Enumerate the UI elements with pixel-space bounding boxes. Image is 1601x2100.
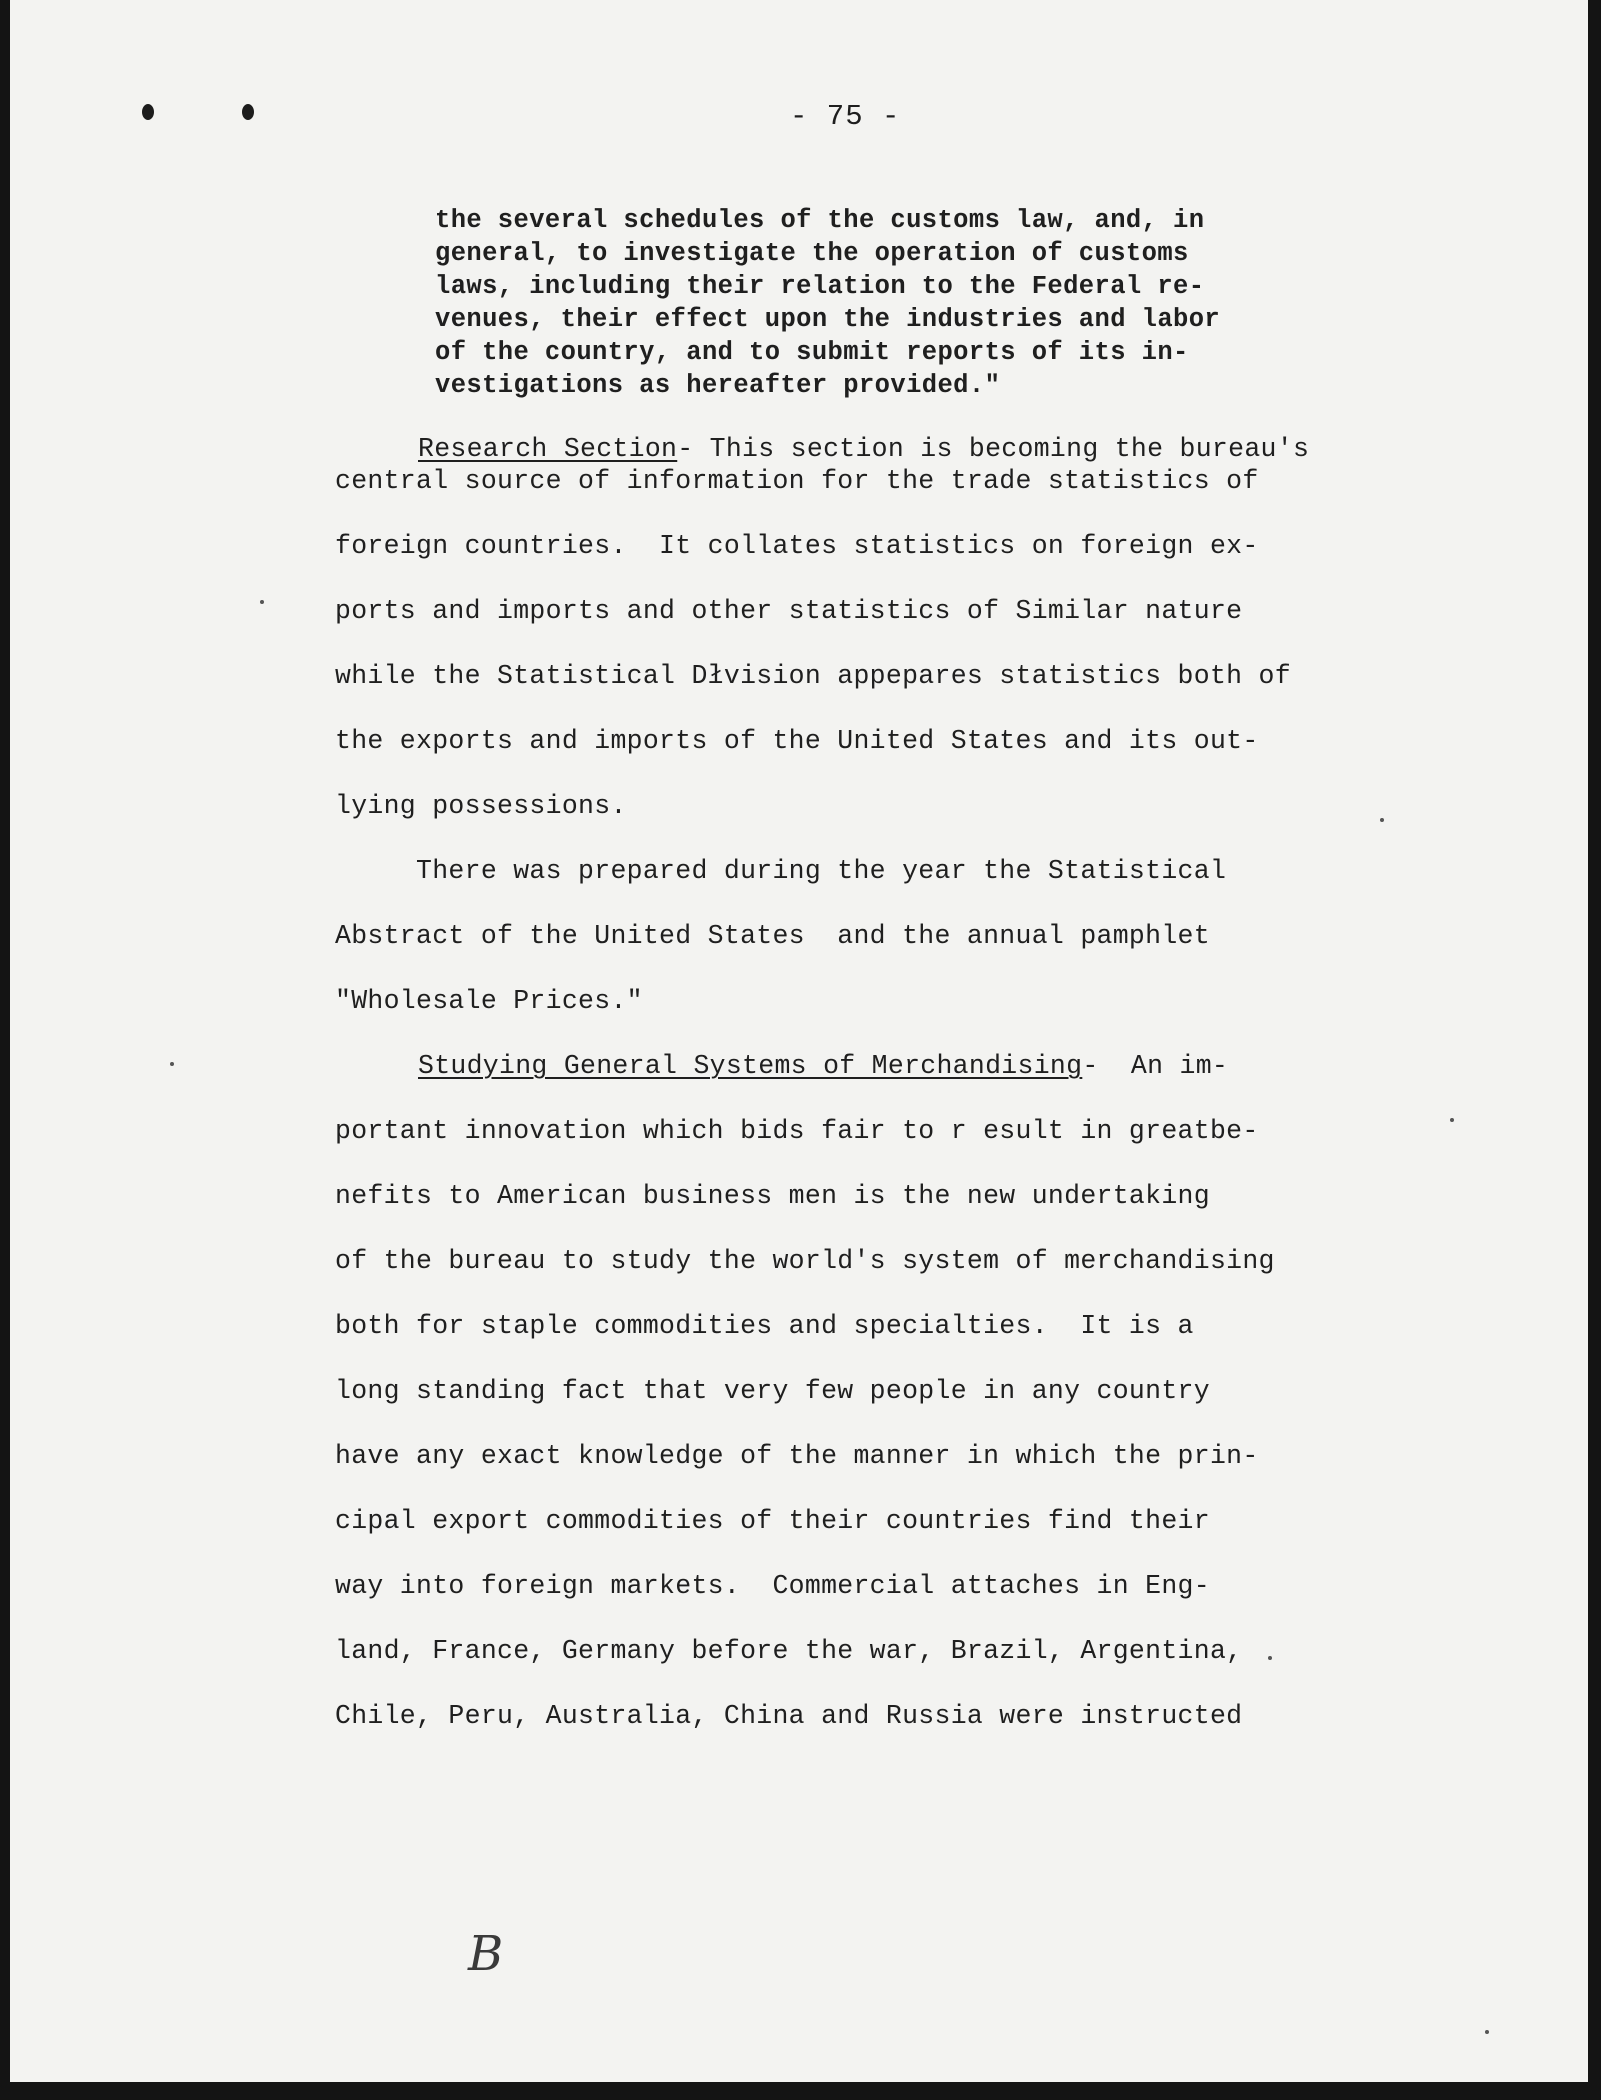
body-line: lying possessions. (335, 791, 627, 821)
page-number: - 75 - (790, 100, 901, 133)
scan-speck (170, 1062, 174, 1066)
research-first-line (418, 434, 1309, 464)
body-line: way into foreign markets. Commercial attaches in Eng- (335, 1571, 1210, 1601)
quote-line: vestigations as hereafter provided." (435, 371, 1001, 400)
research-heading-rest: - This section is becoming the bureau's (677, 434, 1310, 464)
scan-speck (1268, 1656, 1272, 1660)
document-page (10, 0, 1588, 2082)
scan-speck (1380, 818, 1384, 822)
body-line: Chile, Peru, Australia, China and Russia were instructed (335, 1701, 1243, 1731)
body-line: foreign countries. It collates statistics on foreign ex- (335, 531, 1259, 561)
body-line: "Wholesale Prices." (335, 986, 643, 1016)
body-line: have any exact knowledge of the manner in which the prin- (335, 1441, 1259, 1471)
body-line: land, France, Germany before the war, Brazil, Argentina, (335, 1636, 1243, 1666)
body-line: while the Statistical Dłvision appepares statistics both of (335, 661, 1291, 691)
scan-speck (1450, 1118, 1454, 1122)
handwritten-initial: B (468, 1926, 504, 1982)
body-line: of the bureau to study the world's system of merchandising (335, 1246, 1275, 1276)
scan-speck (260, 600, 264, 604)
section-heading-merchandising: Studying General Systems of Merchandising (418, 1051, 1083, 1081)
body-line: Abstract of the United States and the annual pamphlet (335, 921, 1210, 951)
body-line: cipal export commodities of their countries find their (335, 1506, 1210, 1536)
scan-speck (1485, 2030, 1489, 2034)
body-line: ports and imports and other statistics of Similar nature (335, 596, 1243, 626)
body-line: There was prepared during the year the Statistical (335, 856, 1227, 886)
quote-line: laws, including their relation to the Federal re- (435, 272, 1205, 301)
punch-hole-left (142, 104, 154, 120)
quote-line: general, to investigate the operation of customs (435, 239, 1189, 268)
body-line: central source of information for the trade statistics of (335, 466, 1259, 496)
section-heading-research: Research Section (418, 434, 678, 464)
body-line: the exports and imports of the United States and its out- (335, 726, 1259, 756)
merchandising-heading-rest: - An im- (1082, 1051, 1229, 1081)
punch-hole-right (242, 104, 254, 120)
body-line: both for staple commodities and specialties. It is a (335, 1311, 1194, 1341)
body-line: nefits to American business men is the new undertaking (335, 1181, 1210, 1211)
quote-line: venues, their effect upon the industries and labor (435, 305, 1221, 334)
quote-line: of the country, and to submit reports of its in- (435, 338, 1189, 367)
quote-line: the several schedules of the customs law, and, in (435, 206, 1205, 235)
body-line: long standing fact that very few people in any country (335, 1376, 1210, 1406)
merchandising-first-line (418, 1051, 1228, 1081)
body-line: portant innovation which bids fair to r esult in greatbe- (335, 1116, 1259, 1146)
